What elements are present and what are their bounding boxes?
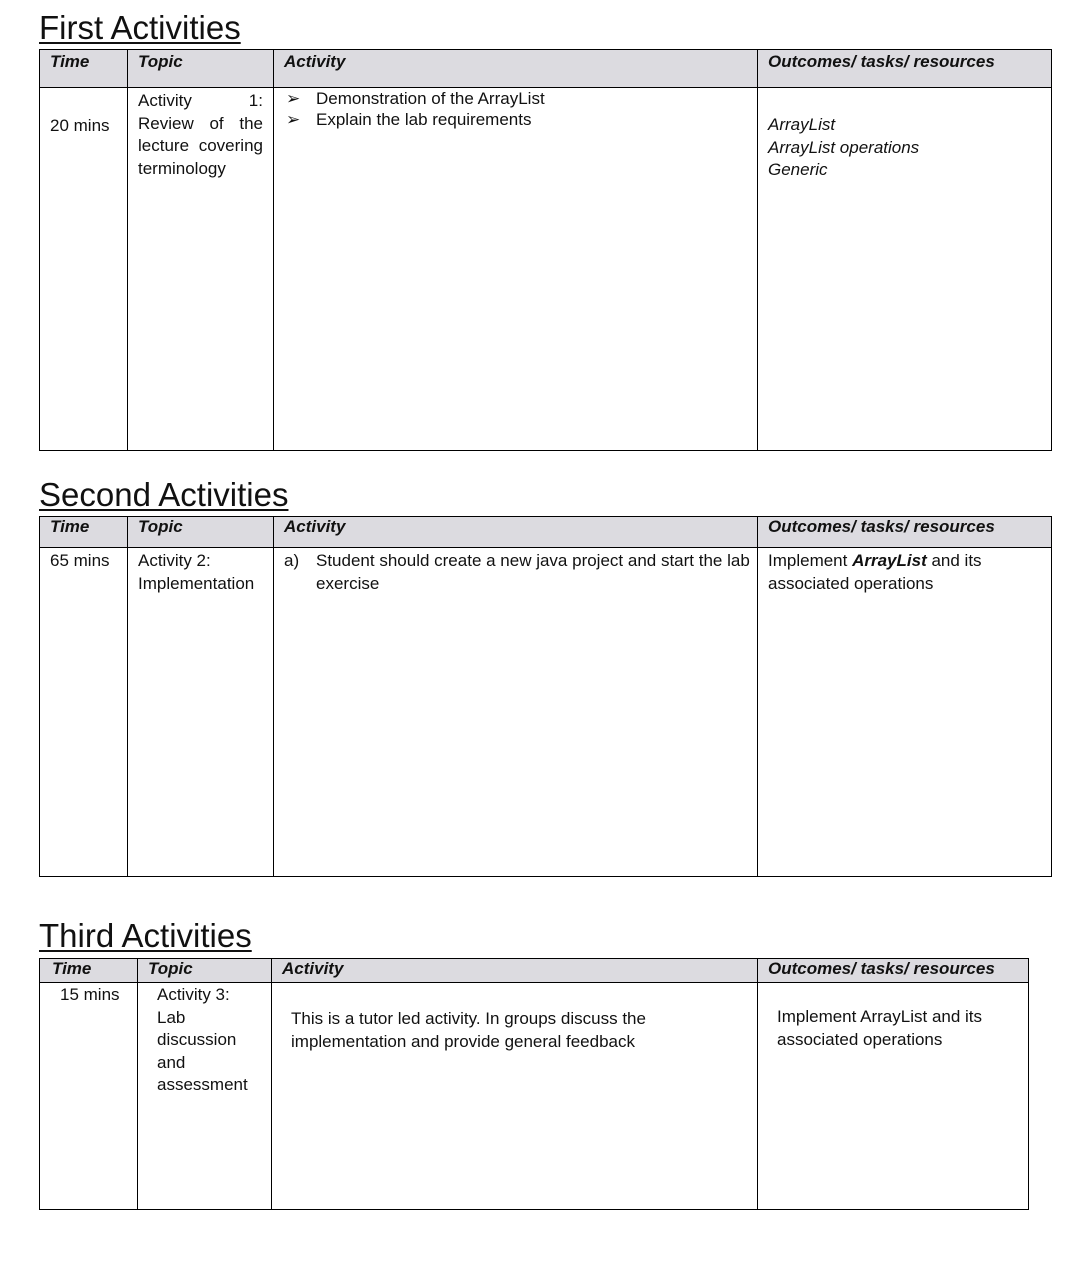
activity-item-text: Explain the lab requirements — [316, 110, 532, 129]
second-activities-title: Second Activities — [39, 476, 289, 513]
outcome-emphasis: ArrayList — [852, 551, 927, 570]
activity-header: Activity — [274, 50, 758, 88]
topic-cell — [138, 983, 271, 1099]
topic-line: Activity 2: — [138, 551, 211, 570]
topic-cell: Activity 1: Review of the lecture covering terminology — [138, 91, 263, 178]
time-cell: 20 mins — [50, 116, 110, 135]
outcome-suffix: and its associated operations — [768, 551, 982, 593]
list-item — [284, 109, 747, 130]
outcomes-cell: Implement ArrayList and its associated operations — [777, 1007, 983, 1049]
table-row — [40, 548, 1052, 877]
first-activities-table — [39, 49, 1052, 451]
table-header-row — [40, 517, 1052, 548]
outcome-line: Generic — [768, 160, 828, 179]
topic-header: Topic — [128, 50, 274, 88]
topic-header: Topic — [138, 959, 272, 983]
activity-item-text: Student should create a new java project and start the lab exercise — [316, 551, 750, 593]
third-activities-title: Third Activities — [39, 917, 252, 954]
list-item — [284, 550, 751, 595]
activity-item-text: Demonstration of the ArrayList — [316, 89, 545, 108]
topic-line: Implementation — [138, 573, 255, 593]
outcomes-header: Outcomes/ tasks/ resources — [758, 517, 1052, 548]
third-activities-table — [39, 958, 1029, 1210]
activity-list — [274, 548, 757, 597]
second-activities-table — [39, 516, 1052, 877]
activity-list — [274, 88, 757, 132]
topic-cell — [128, 548, 273, 597]
time-cell: 65 mins — [50, 551, 110, 570]
activity-header: Activity — [274, 517, 758, 548]
outcome-line: ArrayList operations — [768, 137, 920, 157]
outcomes-header: Outcomes/ tasks/ resources — [758, 50, 1052, 88]
arrow-bullet-icon: ➢ — [286, 110, 301, 129]
time-header: Time — [40, 517, 128, 548]
outcome-line: ArrayList — [768, 115, 836, 134]
topic-line: Activity 3: — [157, 985, 230, 1004]
table-header-row — [40, 959, 1029, 983]
activity-header: Activity — [272, 959, 758, 983]
first-activities-title: First Activities — [39, 9, 241, 46]
table-row — [40, 88, 1052, 451]
table-header-row — [40, 50, 1052, 88]
list-marker: a) — [284, 551, 300, 570]
table-row — [40, 983, 1029, 1210]
time-header: Time — [40, 50, 128, 88]
outcome-prefix: Implement — [768, 551, 853, 570]
time-header: Time — [40, 959, 138, 983]
activity-cell: This is a tutor led activity. In groups discuss the implementation and provide general feedback — [291, 1009, 646, 1051]
time-cell: 15 mins — [60, 985, 120, 1004]
list-item — [284, 88, 747, 109]
outcomes-cell — [758, 548, 1051, 597]
outcomes-header: Outcomes/ tasks/ resources — [758, 959, 1029, 983]
topic-line: Lab discussion and assessment — [157, 1007, 248, 1094]
outcomes-cell — [758, 88, 1051, 184]
topic-header: Topic — [128, 517, 274, 548]
arrow-bullet-icon: ➢ — [286, 89, 301, 108]
